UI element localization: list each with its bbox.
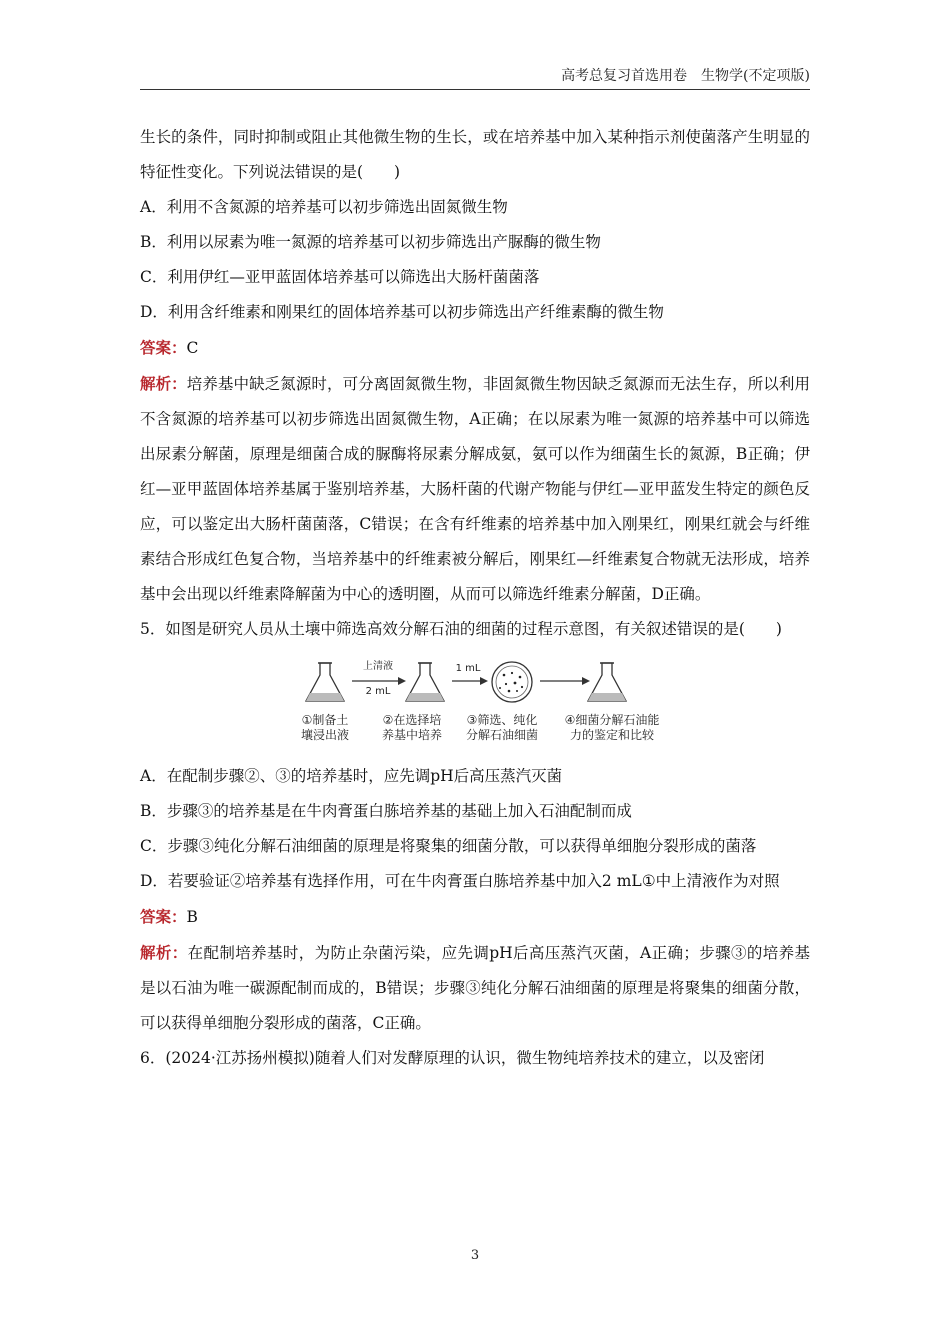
- answer-value: C: [186, 339, 199, 357]
- caption-step-1-line1: ①制备土: [301, 713, 349, 727]
- q5-option-c: C．步骤③纯化分解石油细菌的原理是将聚集的细菌分散，可以获得单细胞分裂形成的菌落: [140, 837, 757, 855]
- flask-4-icon: [588, 663, 626, 701]
- caption-step-2-line2: 养基中培养: [381, 728, 442, 742]
- q4-option-b: B．利用以尿素为唯一氮源的培养基可以初步筛选出产脲酶的微生物: [140, 233, 601, 251]
- caption-step-1-line2: 壤浸出液: [300, 728, 349, 742]
- petri-dish-icon: [492, 662, 532, 702]
- caption-step-1: [290, 713, 360, 743]
- running-header: 高考总复习首选用卷 生物学(不定项版): [561, 68, 810, 84]
- answer-label: 答案：: [140, 907, 187, 926]
- q5-analysis: [140, 935, 810, 1041]
- arrow-1-top-label: 上清液: [363, 661, 393, 672]
- caption-step-2: [372, 713, 452, 743]
- caption-step-4: [556, 713, 668, 743]
- page-body: [140, 120, 810, 1076]
- q4-option-d: D．利用含纤维素和刚果红的固体培养基可以初步筛选出产纤维素酶的微生物: [140, 303, 664, 321]
- q5-option-b: B．步骤③的培养基是在牛肉膏蛋白胨培养基的基础上加入石油配制而成: [140, 802, 632, 820]
- caption-step-3: [458, 713, 546, 743]
- flask-2-icon: [406, 663, 444, 701]
- arrow-1-bottom-label: 2 mL: [365, 686, 391, 697]
- q4-option-c: C．利用伊红—亚甲蓝固体培养基可以筛选出大肠杆菌菌落: [140, 268, 540, 286]
- analysis-text: 在配制培养基时，为防止杂菌污染，应先调pH后高压蒸汽灭菌，A正确；步骤③的培养基是以石油为唯一碳源配制而成的，B错误；步骤③纯化分解石油细菌的原理是将聚集的细菌分散，可以获得单细胞分裂形成的菌落，C正确。: [140, 944, 810, 1032]
- arrow-2-top-label: 1 mL: [455, 663, 481, 674]
- q5-option-d: D．若要验证②培养基有选择作用，可在牛肉膏蛋白胨培养基中加入2 mL①中上清液作为对照: [140, 872, 780, 890]
- q4-analysis: [140, 366, 810, 612]
- caption-step-4-line1: ④细菌分解石油能: [564, 713, 660, 727]
- q5-stem: 5．如图是研究人员从土壤中筛选高效分解石油的细菌的过程示意图，有关叙述错误的是( ): [140, 620, 782, 638]
- q5-answer: [140, 899, 810, 935]
- header-rule: [140, 89, 810, 90]
- q4-stem-continuation: 生长的条件，同时抑制或阻止其他微生物的生长，或在培养基中加入某种指示剂使菌落产生明显的特征性变化。下列说法错误的是( ): [140, 128, 810, 181]
- caption-step-4-line2: 力的鉴定和比较: [569, 728, 654, 742]
- q4-option-a: A．利用不含氮源的培养基可以初步筛选出固氮微生物: [140, 198, 508, 216]
- caption-step-3-line2: 分解石油细菌: [465, 728, 538, 742]
- answer-label: 答案：: [140, 338, 187, 357]
- q6-stem: 6．(2024·江苏扬州模拟)随着人们对发酵原理的认识，微生物纯培养技术的建立，以及密闭: [140, 1049, 765, 1067]
- answer-value: B: [186, 908, 198, 926]
- q4-answer: [140, 330, 810, 366]
- q5-option-a: A．在配制步骤②、③的培养基时，应先调pH后高压蒸汽灭菌: [140, 767, 563, 785]
- process-diagram: [140, 655, 810, 755]
- analysis-text: 培养基中缺乏氮源时，可分离固氮微生物，非固氮微生物因缺乏氮源而无法生存，所以利用不含氮源的培养基可以初步筛选出固氮微生物，A正确；在以尿素为唯一氮源的培养基中可以筛选出尿素分解菌，原理是细菌合成的脲酶将尿素分解成氨，氨可以作为细菌生长的氮源，B正确；伊红—亚甲蓝固体培养基属于鉴别培养基，大肠杆菌的代谢产物能与伊红—亚甲蓝发生特定的颜色反应，可以鉴定出大肠杆菌菌落，C错误；在含有纤维素的培养基中加入刚果红，刚果红就会与纤维素结合形成红色复合物，当培养基中的纤维素被分解后，刚果红—纤维素复合物就无法形成，培养基中会出现以纤维素降解菌为中心的透明圈，从而可以筛选纤维素分解菌，D正确。: [140, 375, 810, 603]
- flask-1-icon: [306, 663, 344, 701]
- page-number: 3: [470, 1248, 480, 1263]
- caption-step-3-line1: ③筛选、纯化: [466, 713, 538, 727]
- caption-step-2-line1: ②在选择培: [382, 713, 442, 727]
- analysis-label: 解析：: [140, 943, 188, 962]
- analysis-label: 解析：: [140, 374, 187, 393]
